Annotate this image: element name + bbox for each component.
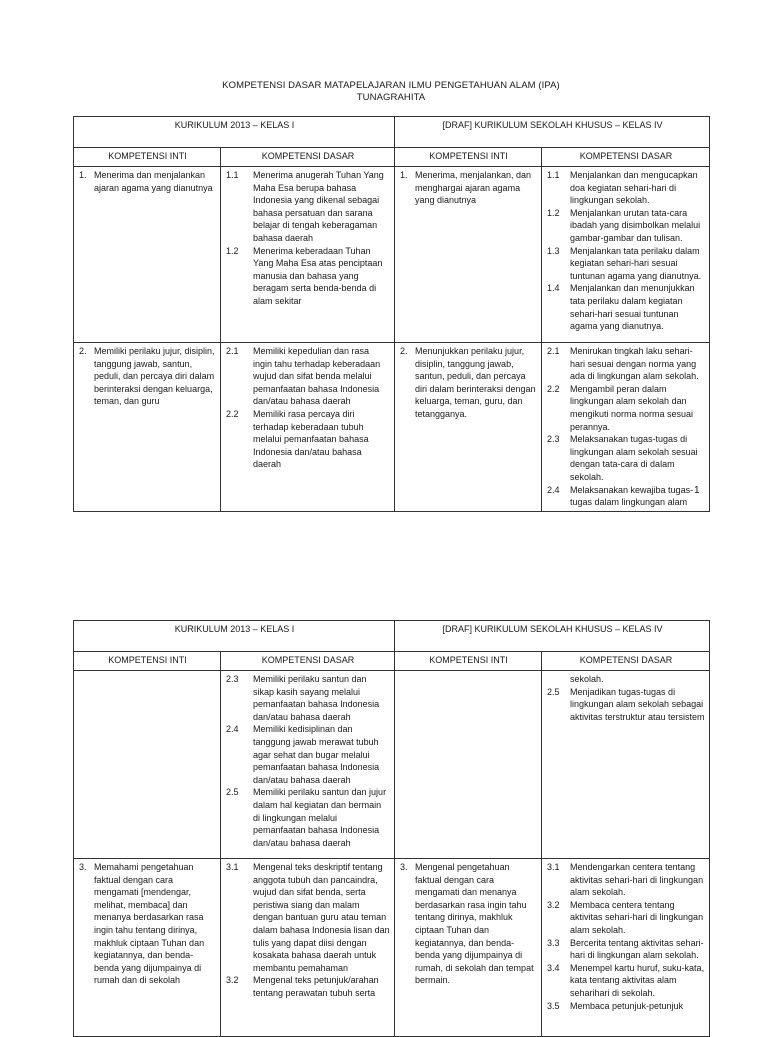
kd-item [226, 861, 390, 974]
item-text: Menjalankan dan menunjukkan tata perilaku dalam kegiatan sehari-hari sesuai tuntunan agama yang dianutnya. [570, 283, 695, 332]
kd-item [547, 899, 705, 937]
item-number: 2. [79, 346, 87, 356]
ki-left-cell [74, 343, 221, 512]
header-kd-right: KOMPETENSI DASAR [542, 652, 710, 671]
item-text: Menunjukkan perilaku jujur, disiplin, tanggung jawab, santun, peduli, dan percaya diri dalam berinteraksi dengan keluarga, teman, guru, dan tetangganya. [415, 346, 536, 419]
kd-item [547, 861, 705, 899]
item-number: 2.4 [547, 484, 560, 495]
table-row [74, 343, 710, 512]
ki-item [79, 169, 216, 194]
table-row [74, 671, 710, 859]
kd-right-cell [542, 671, 710, 859]
item-number: 1.1 [226, 170, 239, 180]
kd-right-cell [542, 859, 710, 1037]
document-subtitle: TUNAGRAHITA [356, 92, 426, 103]
item-number [547, 673, 570, 686]
item-text: Menempel kartu huruf, suku-kata, kata tentang aktivitas alam seharihari di sekolah. [570, 962, 705, 998]
ki-item [79, 345, 216, 408]
item-text: Menirukan tingkah laku sehari-hari sesuai dengan norma yang ada di lingkungan alam sekolah. [570, 346, 699, 382]
kd-item [547, 207, 705, 245]
item-number: 1.2 [547, 207, 560, 218]
header-kurikulum-2013: KURIKULUM 2013 – KELAS I [74, 117, 395, 148]
ki-right-cell [395, 859, 542, 1037]
item-number: 2.2 [547, 383, 560, 394]
item-number: 2.5 [547, 686, 560, 697]
item-text: Melaksanakan tugas-tugas di lingkungan alam sekolah sesuai dengan tata-cara di dalam sekolah. [570, 434, 698, 482]
kd-item [226, 345, 390, 408]
kd-left-cell [221, 343, 395, 512]
item-number: 2.2 [226, 408, 239, 419]
header-ki-right: KOMPETENSI INTI [395, 652, 542, 671]
item-number: 1. [79, 170, 87, 180]
item-text: Mengambil peran dalam lingkungan alam sekolah dan mengikuti norma norma sesuai perannya. [570, 383, 694, 432]
kd-item [226, 169, 390, 245]
item-text: Melaksanakan kewajiba tugas-tugas dalam lingkungan alam [570, 484, 694, 508]
kd-item [547, 962, 705, 1000]
item-text: Mendengarkan centera tentang aktivitas sehari-hari di lingkungan alam sekolah. [570, 862, 704, 898]
kd-item [547, 937, 705, 962]
header-kurikulum-2013: KURIKULUM 2013 – KELAS I [74, 621, 395, 652]
kd-item [547, 484, 705, 509]
item-text: Memiliki kepedulian dan rasa ingin tahu terhadap keberadaan wujud dan sifat benda melalui pemanfaatan bahasa Indonesia dan/atau bahasa daerah [253, 346, 381, 407]
item-number: 2.4 [226, 724, 239, 735]
kd-item [547, 169, 705, 207]
kd-table-page-1 [73, 116, 710, 512]
item-text: Membaca centera tentang aktivitas sehari-hari di lingkungan alam sekolah. [570, 899, 704, 935]
item-text: Mengenal teks petunjuk/arahan tentang perawatan tubuh serta [253, 975, 379, 998]
kd-table-page-2 [73, 620, 710, 1037]
header-ki-left: KOMPETENSI INTI [74, 652, 221, 671]
item-text: Bercerita tentang aktivitas sehari-hari di lingkungan alam sekolah. [570, 937, 704, 961]
table-row [74, 167, 710, 343]
kd-item [547, 686, 705, 724]
item-text: Menerima dan menjalankan ajaran agama yang dianutnya [94, 170, 213, 193]
ki-right-cell [395, 343, 542, 512]
item-text: Memiliki perilaku santun dan jujur dalam hal kegiatan dan bermain di lingkungan melalui pemanfaatan bahasa Indonesia dan/atau bahasa daerah [253, 787, 387, 848]
item-number: 2.5 [226, 787, 239, 798]
item-number: 3.5 [547, 1000, 560, 1011]
item-text: Memiliki perilaku santun dan sikap kasih sayang melalui pemanfaatan bahasa Indonesia dan/atau bahasa daerah [253, 674, 380, 722]
kd-right-cell [542, 343, 710, 512]
kd-item [226, 408, 390, 471]
item-text: Menjadikan tugas-tugas di lingkungan alam sekolah sebagai aktivitas terstruktur atau tersistem [570, 686, 705, 722]
item-number: 3. [79, 862, 87, 872]
item-text: Mengenal teks deskriptif tentang anggota tubuh dan pancaindra, wujud dan sifat benda, serta peristiwa siang dan malam dengan bantuan guru atau teman dalam bahasa Indonesia lisan dan tulis yang dapat diisi dengan kosakata bahasa daerah untuk membantu pemahaman [253, 862, 390, 973]
header-kurikulum-sekolah-khusus: [DRAF] KURIKULUM SEKOLAH KHUSUS – KELAS IV [395, 117, 710, 148]
item-text: Memahami pengetahuan faktual dengan cara mengamati [mendengar, melihat, membaca] dan menanya berdasarkan rasa ingin tahu tentang dirinya, makhluk ciptaan Tuhan dan kegiatannya, dan benda-benda yang dijumpainya di rumah dan di sekolah [94, 862, 205, 986]
item-number: 3.1 [547, 862, 560, 872]
kd-item [547, 345, 705, 383]
ki-right-cell [395, 671, 542, 859]
ki-item [400, 345, 537, 421]
item-number: 1.3 [547, 245, 560, 256]
ki-item [79, 861, 216, 987]
item-text: Menjalankan tata perilaku dalam kegiatan sehari-hari sesuai tuntunan agama yang dianutnya. [570, 245, 702, 281]
header-kd-right: KOMPETENSI DASAR [542, 148, 710, 167]
item-text: Menerima, menjalankan, dan menghargai ajaran agama yang dianutnya [415, 170, 532, 206]
kd-item [226, 673, 390, 723]
item-text: Membaca petunjuk-petunjuk [570, 1000, 684, 1011]
item-number: 3.4 [547, 962, 560, 973]
kd-item [226, 974, 390, 999]
kd-item [547, 1000, 705, 1013]
item-number: 1.4 [547, 283, 560, 294]
item-text: Menjalankan urutan tata-cara ibadah yang disimbolkan melalui gambar-gambar dan tulisan. [570, 207, 701, 243]
item-number: 2. [400, 346, 408, 356]
kd-item [547, 433, 705, 483]
kd-left-cell [221, 167, 395, 343]
item-number: 1. [400, 170, 408, 180]
item-number: 3. [400, 862, 408, 872]
page-number: 1 [694, 485, 700, 496]
ki-left-cell [74, 859, 221, 1037]
ki-right-cell [395, 167, 542, 343]
item-text: sekolah. [570, 674, 604, 684]
header-ki-left: KOMPETENSI INTI [74, 148, 221, 167]
item-number: 2.3 [226, 674, 239, 684]
item-number: 3.1 [226, 862, 239, 872]
kd-left-cell [221, 859, 395, 1037]
header-kd-left: KOMPETENSI DASAR [221, 652, 395, 671]
kd-item [547, 673, 705, 686]
ki-item [400, 169, 537, 207]
item-text: Menjalankan dan mengucapkan doa kegiatan sehari-hari di lingkungan sekolah. [570, 170, 698, 206]
kd-item [226, 723, 390, 786]
item-text: Memiliki kedisiplinan dan tanggung jawab merawat tubuh agar sehat dan bugar melalui pemanfaatan bahasa Indonesia dan/atau bahasa daerah [253, 724, 380, 785]
kd-item [547, 282, 705, 332]
item-text: Memiliki rasa percaya diri terhadap keberadaan tubuh melalui pemanfaatan bahasa Indonesia dan/atau bahasa daerah [253, 408, 369, 470]
item-text: Memiliki perilaku jujur, disiplin, tanggung jawab, santun, peduli, dan percaya diri dalam berinteraksi dengan keluarga, teman, dan guru [94, 346, 215, 407]
item-number: 3.2 [226, 975, 239, 986]
ki-left-cell [74, 671, 221, 859]
kd-item [547, 245, 705, 283]
item-text: Menerima anugerah Tuhan Yang Maha Esa berupa bahasa Indonesia yang dikenal sebagai bahasa persatuan dan sarana belajar di tengah keberagaman bahasa daerah [253, 170, 384, 243]
item-number: 3.2 [547, 899, 560, 910]
kd-item [226, 786, 390, 849]
table-row [74, 859, 710, 1037]
item-number: 1.1 [547, 170, 560, 180]
item-text: Menerima keberadaan Tuhan Yang Maha Esa atas penciptaan manusia dan bahasa yang beragam serta benda-benda di alam sekitar [253, 245, 383, 306]
header-kd-left: KOMPETENSI DASAR [221, 148, 395, 167]
kd-right-cell [542, 167, 710, 343]
item-number: 2.3 [547, 434, 560, 445]
item-number: 1.2 [226, 245, 239, 256]
header-ki-right: KOMPETENSI INTI [395, 148, 542, 167]
item-number: 2.1 [226, 346, 239, 356]
item-text: Mengenal pengetahuan faktual dengan cara mengamati dan menanya berdasarkan rasa ingin tahu tentang dirinya, makhluk ciptaan Tuhan dan kegiatannya, dan benda-benda yang dijumpainya di rumah, di sekolah dan tempat bermain. [415, 862, 534, 986]
item-number: 3.3 [547, 937, 560, 948]
ki-left-cell [74, 167, 221, 343]
header-kurikulum-sekolah-khusus: [DRAF] KURIKULUM SEKOLAH KHUSUS – KELAS IV [395, 621, 710, 652]
kd-item [547, 383, 705, 433]
kd-left-cell [221, 671, 395, 859]
kd-item [226, 245, 390, 308]
document-title: KOMPETENSI DASAR MATAPELAJARAN ILMU PENGETAHUAN ALAM (IPA) [222, 80, 560, 91]
item-number: 2.1 [547, 346, 560, 356]
ki-item [400, 861, 537, 987]
